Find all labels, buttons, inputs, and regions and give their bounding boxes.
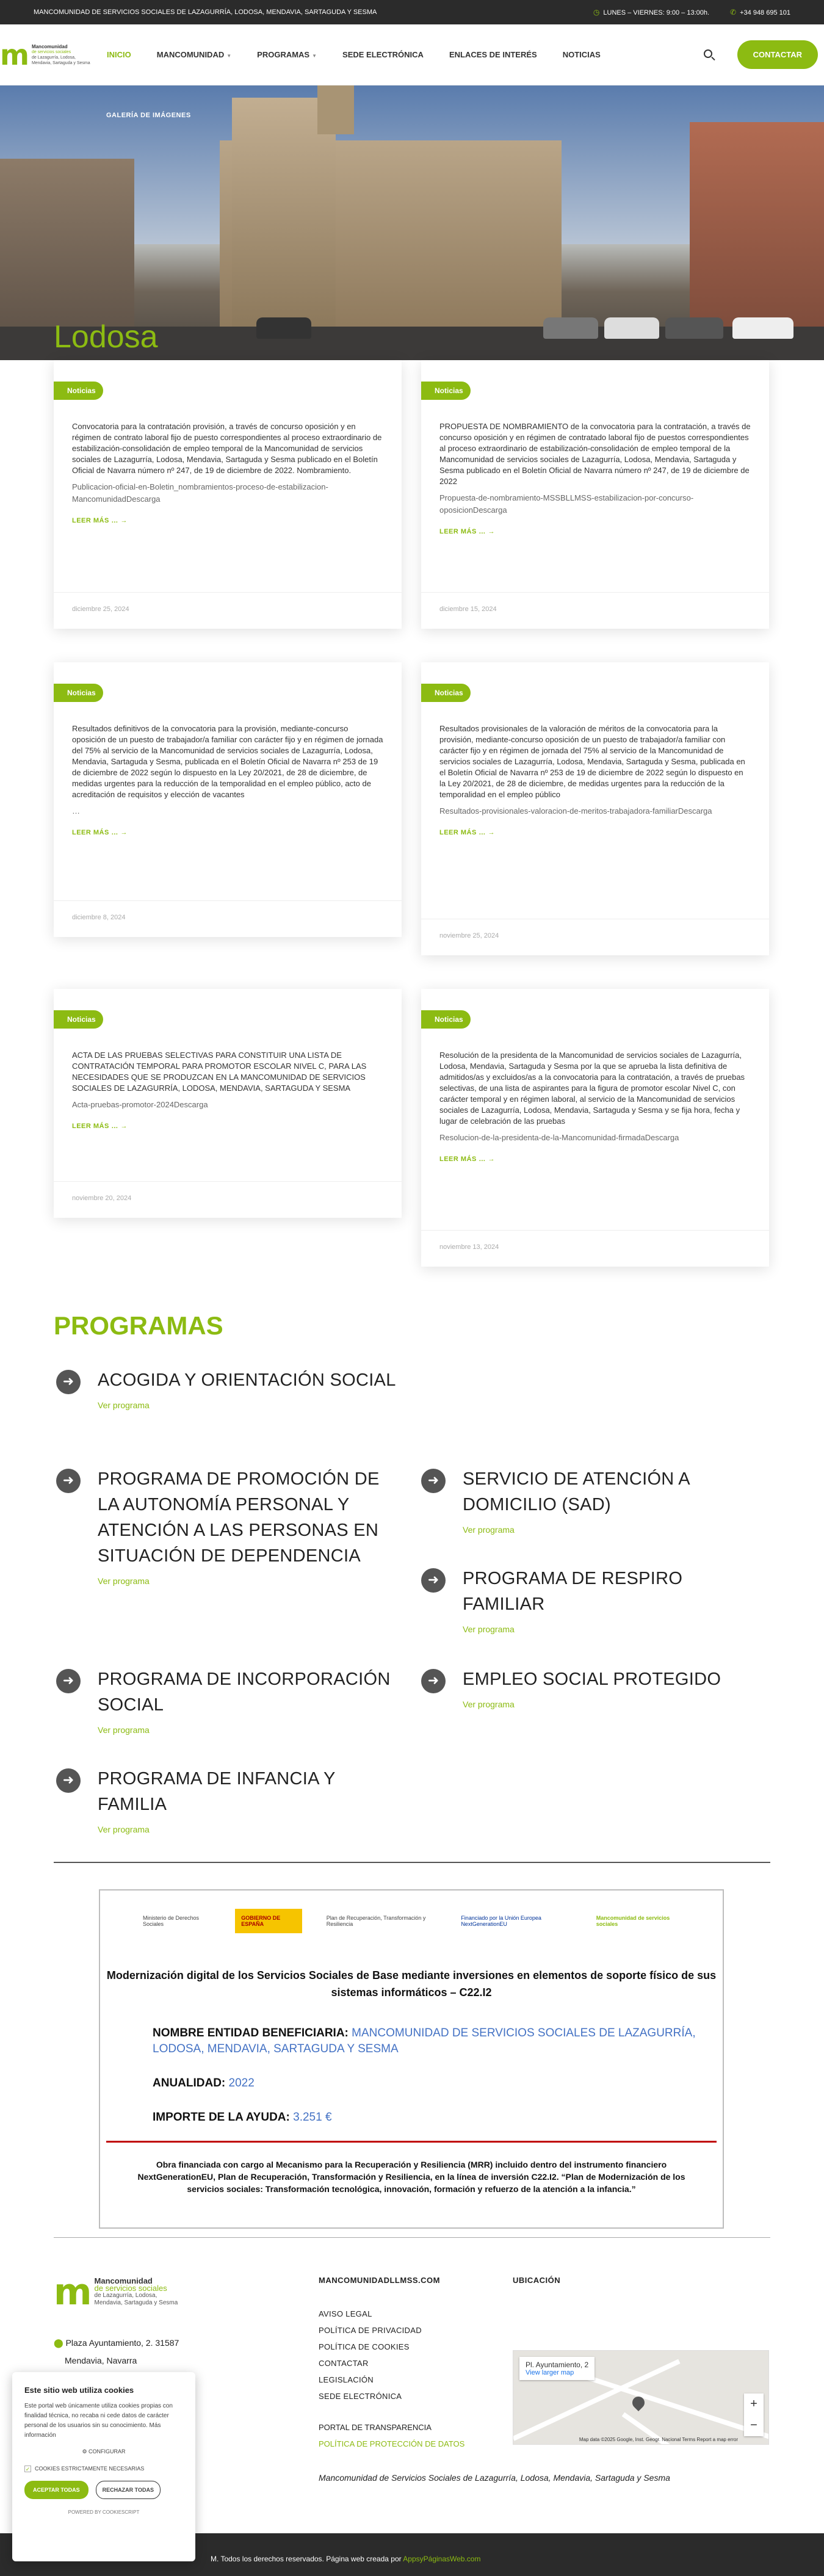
arrow-right-icon: → — [120, 829, 128, 836]
footer-logo[interactable]: m Mancomunidad de servicios sociales de Lazagurría, Lodosa, Mendavia, Sartaguda y Sesma — [54, 2271, 178, 2314]
map-place: Pl. Ayuntamiento, 2 — [526, 2361, 589, 2369]
year: 2022 — [228, 2077, 255, 2089]
arrow-circle-icon[interactable]: ➜ — [56, 1469, 81, 1493]
logo-mark: m — [0, 38, 28, 71]
site-logo[interactable]: m Mancomunidad de servicios sociales de Lazagurría, Lodosa, Mendavia, Sartaguda y Sesma — [0, 38, 90, 71]
program-item — [56, 1466, 398, 1586]
nav-item-inicio[interactable]: INICIO — [107, 50, 131, 59]
nav-item-noticias[interactable]: NOTICIAS — [562, 50, 601, 59]
program-item — [421, 1566, 763, 1634]
news-excerpt: Convocatoria para la contratación provisión, a través de concurso oposición y en régimen de contrato laboral fijo de puesto correspondientes al proceso extraordinario de estabilización-consolidación de empleo temporal de la Mancomunidad de servicios sociales de Lazagurría, Lodosa, Mendavia, Sartaguda y Sesma publicado en el Boletín Oficial de Navarra número nº 247, de 19 de diciembre de 2022. Nombramiento. — [72, 422, 382, 475]
download-link[interactable]: Resolucion-de-la-presidenta-de-la-Mancomunidad-firmadaDescarga — [439, 1133, 679, 1142]
program-title[interactable]: PROGRAMA DE PROMOCIÓN DE LA AUTONOMÍA PERSONAL Y ATENCIÓN A LAS PERSONAS EN SITUACIÓN DE DEPENDENCIA — [98, 1469, 380, 1566]
arrow-circle-icon[interactable]: ➜ — [421, 1669, 446, 1693]
program-title[interactable]: SERVICIO DE ATENCIÓN A DOMICILIO (SAD) — [463, 1469, 690, 1514]
spain-gov-logo: GOBIERNO DE ESPAÑA — [235, 1909, 302, 1933]
news-card — [421, 360, 769, 629]
bottom-bar: M. Todos los derechos reservados. Página web creada por AppsyPáginasWeb.com — [0, 2533, 824, 2576]
category-badge[interactable]: Noticias — [421, 684, 471, 702]
phone-link[interactable]: ✆ +34 948 695 101 — [730, 8, 790, 16]
news-excerpt: PROPUESTA DE NOMBRAMIENTO de la convocatoria para la contratación, a través de concurso oposición y en régimen de contratado laboral fijo de puestos correspondientes al proceso extraordinario de estabilización-consolidación de empleo temporal de la Mancomunidad de servicios sociales de Lazagurría, Lodosa, Mendavia, Sartaguda y Sesma publicado en el Boletín Oficial de Navarra número nº 247, de 19 de diciembre de 2022 — [439, 422, 751, 486]
chevron-down-icon: ▼ — [226, 53, 232, 59]
news-card — [421, 662, 769, 955]
footer-slogan: Mancomunidad de Servicios Sociales de Lazagurría, Lodosa, Mendavia, Sartaguda y Sesma — [319, 2473, 670, 2483]
news-excerpt: ACTA DE LAS PRUEBAS SELECTIVAS PARA CONSTITUIR UNA LISTA DE CONTRATACIÓN TEMPORAL PARA PROMOTOR ESCOLAR NIVEL C, PARA LAS NECESIDADES QUE SE PRODUZCAN EN LA MANCOMUNIDAD DE SERVICIOS SOCIALES DE LAZAGURRÍA, LODOSA, MENDAVIA, SARTAGUDA Y SESMA — [72, 1051, 367, 1093]
hero-town-title: Lodosa — [54, 319, 158, 355]
zoom-controls[interactable] — [744, 2393, 764, 2436]
checkbox-necessary[interactable]: ✓ — [25, 2466, 31, 2472]
amount: 3.251 € — [293, 2111, 332, 2124]
news-date: noviembre 25, 2024 — [421, 919, 769, 955]
category-badge[interactable]: Noticias — [54, 1010, 103, 1029]
gear-icon: ⚙ — [82, 2448, 87, 2455]
main-nav — [107, 50, 601, 59]
cookie-powered: POWERED BY COOKIESCRIPT — [68, 2509, 140, 2515]
program-title[interactable]: PROGRAMA DE INCORPORACIÓN SOCIAL — [98, 1670, 391, 1715]
arrow-circle-icon[interactable]: ➜ — [56, 1768, 81, 1793]
divider — [54, 2237, 770, 2238]
read-more-link[interactable]: LEER MÁS … → — [439, 528, 495, 535]
arrow-right-icon: → — [488, 1156, 495, 1163]
footer-link-aviso[interactable]: AVISO LEGAL — [319, 2309, 372, 2318]
banner-footer: Obra financiada con cargo al Mecanismo para la Recuperación y Resiliencia (MRR) incluido dentro del instrumento financiero NextGenerationEU, Plan de Recuperación, Transformación y Resiliencia, en la línea de inversión C22.I2. “Plan de Modernización de los servicios sociales: Transformación tecnológica, innovación, formación y refuerzo de la atención a la infancia.” — [137, 2160, 685, 2194]
nav-item-programas[interactable]: PROGRAMAS ▼ — [257, 50, 317, 59]
footer-link-proteccion[interactable]: POLÍTICA DE PROTECCIÓN DE DATOS — [319, 2439, 465, 2448]
footer-links-title: MANCOMUNIDADLLMSS.COM — [319, 2276, 440, 2285]
program-item — [56, 1766, 398, 1834]
category-badge[interactable]: Noticias — [421, 1010, 471, 1029]
divider — [106, 2141, 717, 2143]
news-date: noviembre 20, 2024 — [54, 1181, 402, 1218]
plus-icon: + — [750, 2397, 757, 2411]
ministry-logo: Ministerio de Derechos Sociales — [143, 1915, 200, 1927]
program-item — [421, 1466, 763, 1535]
map-larger-link[interactable]: View larger map — [526, 2369, 574, 2376]
header — [0, 24, 824, 85]
download-link[interactable]: Publicacion-oficial-en-Boletin_nombramientos-proceso-de-estabilizacion-MancomunidadDescarga — [72, 482, 328, 504]
news-date: diciembre 8, 2024 — [54, 900, 402, 937]
program-title[interactable]: PROGRAMA DE INFANCIA Y FAMILIA — [98, 1769, 336, 1814]
location-icon: ⬤ — [54, 2338, 63, 2348]
program-item — [56, 1367, 398, 1410]
programs-title: PROGRAMAS — [54, 1311, 223, 1340]
cookie-banner: Este sitio web utiliza cookies Este portal web únicamente utiliza cookies propias con finalidad técnica, no recaba ni cede datos de carácter personal de los usuarios sin su conocimiento. Más información ⚙ CONFIGURAR ✓ COOKIES ESTRICTAMENTE NECESARIAS ACEPTAR TODAS RECHAZAR TODAS POWERED BY COOKIESCRIPT — [12, 2372, 195, 2561]
beneficiary: MANCOMUNIDAD DE SERVICIOS SOCIALES DE LAZAGURRÍA, LODOSA, MENDAVIA, SARTAGUDA Y SESMA — [153, 2027, 696, 2055]
footer-link-contactar[interactable]: CONTACTAR — [319, 2359, 369, 2368]
footer-link-privacidad[interactable]: POLÍTICA DE PRIVACIDAD — [319, 2326, 422, 2335]
read-more-link[interactable]: LEER MÁS … → — [439, 829, 495, 836]
program-link[interactable]: Ver programa — [463, 1699, 515, 1709]
nav-item-sede[interactable]: SEDE ELECTRÓNICA — [342, 50, 424, 59]
category-badge[interactable]: Noticias — [54, 382, 103, 400]
opening-hours: LUNES – VIERNES: 9:00 – 13:00h. — [603, 9, 710, 16]
program-link[interactable]: Ver programa — [463, 1624, 515, 1634]
eu-logo: Financiado por la Unión Europea NextGenerationEU — [461, 1915, 541, 1927]
cookie-title: Este sitio web utiliza cookies — [24, 2386, 134, 2395]
eu-funding-banner: Ministerio de Derechos Sociales GOBIERNO DE ESPAÑA Plan de Recuperación, Transformación y Resiliencia Financiado por la Unión Europea NextGenerationEU Mancomunidad de servicios sociales Modernización digital de los Servicios Sociales de Base mediante inversiones en elementos de soporte físico de sus sistemas informáticos – C22.I2 NOMBRE ENTIDAD BENEFICIARIA: MANCOMUNIDAD DE SERVICIOS SOCIALES DE LAZAGURRÍA, LODOSA, MENDAVIA, SARTAGUDA Y SESMA ANUALIDAD: 2022 IMPORTE DE LA AYUDA: 3.251 € Obra financiada con cargo al Mecanismo para la Recuperación y Resiliencia (MRR) incluido dentro del instrumento financiero NextGenerationEU, Plan de Recuperación, Transformación y Resiliencia, en la línea de inversión C22.I2. “Plan de Modernización de los servicios sociales: Transformación tecnológica, innovación, formación y refuerzo de la atención a la infancia.” — [99, 1889, 724, 2229]
arrow-right-icon: → — [120, 1123, 128, 1130]
download-link[interactable]: Acta-pruebas-promotor-2024Descarga — [72, 1100, 208, 1109]
author-link[interactable]: AppsyPáginasWeb.com — [403, 2555, 481, 2563]
cookie-config-link[interactable]: ⚙ CONFIGURAR — [82, 2448, 126, 2455]
footer-link-sede[interactable]: SEDE ELECTRÓNICA — [319, 2392, 402, 2401]
news-card — [54, 989, 402, 1218]
news-card — [54, 360, 402, 629]
location-map[interactable] — [513, 2350, 769, 2445]
map-credit: Map data ©2025 Google, Inst. Geogr. Nacional Terms Report a map error — [579, 2437, 738, 2442]
news-section — [0, 386, 824, 1270]
program-title[interactable]: ACOGIDA Y ORIENTACIÓN SOCIAL — [98, 1370, 396, 1390]
banner-heading: Modernización digital de los Servicios Sociales de Base mediante inversiones en elementos de soporte físico de sus sistemas informáticos – C22.I2 — [106, 1969, 717, 1999]
read-more-link[interactable]: LEER MÁS … → — [439, 1156, 495, 1163]
phone-icon: ✆ — [730, 8, 737, 16]
read-more-link[interactable]: LEER MÁS … → — [72, 829, 128, 836]
news-date: noviembre 13, 2024 — [421, 1230, 769, 1267]
arrow-circle-icon[interactable]: ➜ — [421, 1568, 446, 1593]
program-link[interactable]: Ver programa — [98, 1825, 150, 1834]
download-link[interactable]: Propuesta-de-nombramiento-MSSBLLMSS-estabilizacion-por-concurso-oposicionDescarga — [439, 493, 694, 515]
topbar-title: MANCOMUNIDAD DE SERVICIOS SOCIALES DE LAZAGURRÍA, LODOSA, MENDAVIA, SARTAGUDA Y SESMA — [34, 9, 377, 16]
nav-item-enlaces[interactable]: ENLACES DE INTERÉS — [449, 50, 537, 59]
location-title: UBICACIÓN — [513, 2276, 561, 2285]
news-excerpt: Resultados definitivos de la convocatoria para la provisión, mediante-concurso oposición de un puesto de trabajador/a familiar con carácter fijo y en régimen de jornada del 75% al servicio de la Mancomunidad de servicios sociales de Lazagurría, Lodosa, Mendavia, Sartaguda y Sesma, publicada en el Boletín Oficial de Navarra nº 253 de 19 de diciembre de 2022 según lo dispuesto en la Ley 20/2021, de 28 de diciembre, de medidas urgentes para la reducción de la temporalidad en el empleo público, acto de acreditación de requisitos y elección de vacantes — [72, 724, 383, 799]
program-item — [56, 1666, 398, 1735]
footer-link-legislacion[interactable]: LEGISLACIÓN — [319, 2375, 374, 2384]
mancomunidad-logo: Mancomunidad de servicios sociales — [596, 1915, 670, 1927]
category-badge[interactable]: Noticias — [421, 382, 471, 400]
cookie-body: Este portal web únicamente utiliza cookies propias con finalidad técnica, no recaba ni cede datos de carácter personal de los usuarios sin su conocimiento. Más información — [24, 2403, 173, 2439]
read-more-link[interactable]: LEER MÁS … → — [72, 1123, 128, 1130]
program-link[interactable]: Ver programa — [98, 1725, 150, 1735]
news-card — [54, 662, 402, 937]
read-more-link[interactable]: LEER MÁS … → — [72, 517, 128, 524]
search-icon[interactable] — [703, 48, 716, 62]
accept-cookies-button[interactable]: ACEPTAR TODAS — [24, 2481, 89, 2499]
program-link[interactable]: Ver programa — [463, 1525, 515, 1535]
divider — [54, 1862, 770, 1863]
gallery-link[interactable]: GALERÍA DE IMÁGENES — [106, 112, 191, 119]
news-date: diciembre 25, 2024 — [54, 592, 402, 629]
footer-city: Mendavia, Navarra — [65, 2356, 137, 2365]
program-item — [421, 1666, 763, 1709]
arrow-right-icon: → — [120, 517, 128, 524]
arrow-circle-icon[interactable]: ➜ — [56, 1370, 81, 1394]
nav-item-mancomunidad[interactable]: MANCOMUNIDAD ▼ — [156, 50, 232, 59]
news-card — [421, 989, 769, 1267]
reject-cookies-button[interactable]: RECHAZAR TODAS — [96, 2481, 161, 2499]
program-link[interactable]: Ver programa — [98, 1576, 150, 1586]
news-excerpt: Resolución de la presidenta de la Mancomunidad de servicios sociales de Lazagurría, Lodosa, Mendavia, Sartaguda y Sesma por la que se aprueba la lista definitiva de admitidos/as y excluidos/as a la convocatoria para la contratación, a través de pruebas selectivas, de una lista de aspirantes para la figura de promotor escolar Nivel C, con carácter temporal y en régimen laboral, al servicio de la Mancomunidad de servicios sociales de Lazagurría, Lodosa, Mendavia, Sartaguda y Sesma y se fija hora, fecha y lugar de celebración de las pruebas — [439, 1051, 745, 1126]
clock-icon: ◷ — [593, 8, 600, 16]
footer-logo-col — [54, 2271, 179, 2365]
top-bar — [0, 0, 824, 24]
program-title[interactable]: EMPLEO SOCIAL PROTEGIDO — [463, 1670, 721, 1689]
program-link[interactable]: Ver programa — [98, 1400, 150, 1410]
contact-button[interactable]: CONTACTAR — [737, 40, 818, 69]
news-excerpt: Resultados provisionales de la valoración de méritos de la convocatoria para la provisión, mediante-concurso oposición de un puesto de trabajador/a familiar con carácter fijo y en régimen de jornada del 75% al servicio de la Mancomunidad de servicios sociales de Lazagurría, Lodosa, Mendavia, Sartaguda y Sesma, publicada en el Boletín Oficial de Navarra nº 253 de 19 de diciembre de 2022 según lo dispuesto en la Ley 20/2021, de 28 de diciembre, de medidas urgentes para la reducción de la temporalidad en el empleo público — [439, 724, 745, 799]
arrow-circle-icon[interactable]: ➜ — [56, 1669, 81, 1693]
footer-link-transparencia[interactable]: PORTAL DE TRANSPARENCIA — [319, 2423, 432, 2432]
minus-icon: − — [750, 2419, 757, 2432]
recovery-plan-logo: Plan de Recuperación, Transformación y Resiliencia — [326, 1915, 426, 1927]
ellipsis: … — [72, 806, 80, 816]
footer-address: Plaza Ayuntamiento, 2. 31587 — [65, 2338, 179, 2348]
arrow-circle-icon[interactable]: ➜ — [421, 1469, 446, 1493]
chevron-down-icon: ▼ — [312, 53, 317, 59]
hero-image — [0, 85, 824, 360]
news-date: diciembre 15, 2024 — [421, 592, 769, 629]
footer-link-cookies[interactable]: POLÍTICA DE COOKIES — [319, 2342, 410, 2351]
program-title[interactable]: PROGRAMA DE RESPIRO FAMILIAR — [463, 1569, 683, 1614]
arrow-right-icon: → — [488, 829, 495, 836]
category-badge[interactable]: Noticias — [54, 684, 103, 702]
download-link[interactable]: Resultados-provisionales-valoracion-de-meritos-trabajadora-familiarDescarga — [439, 806, 712, 816]
arrow-right-icon: → — [488, 528, 495, 535]
